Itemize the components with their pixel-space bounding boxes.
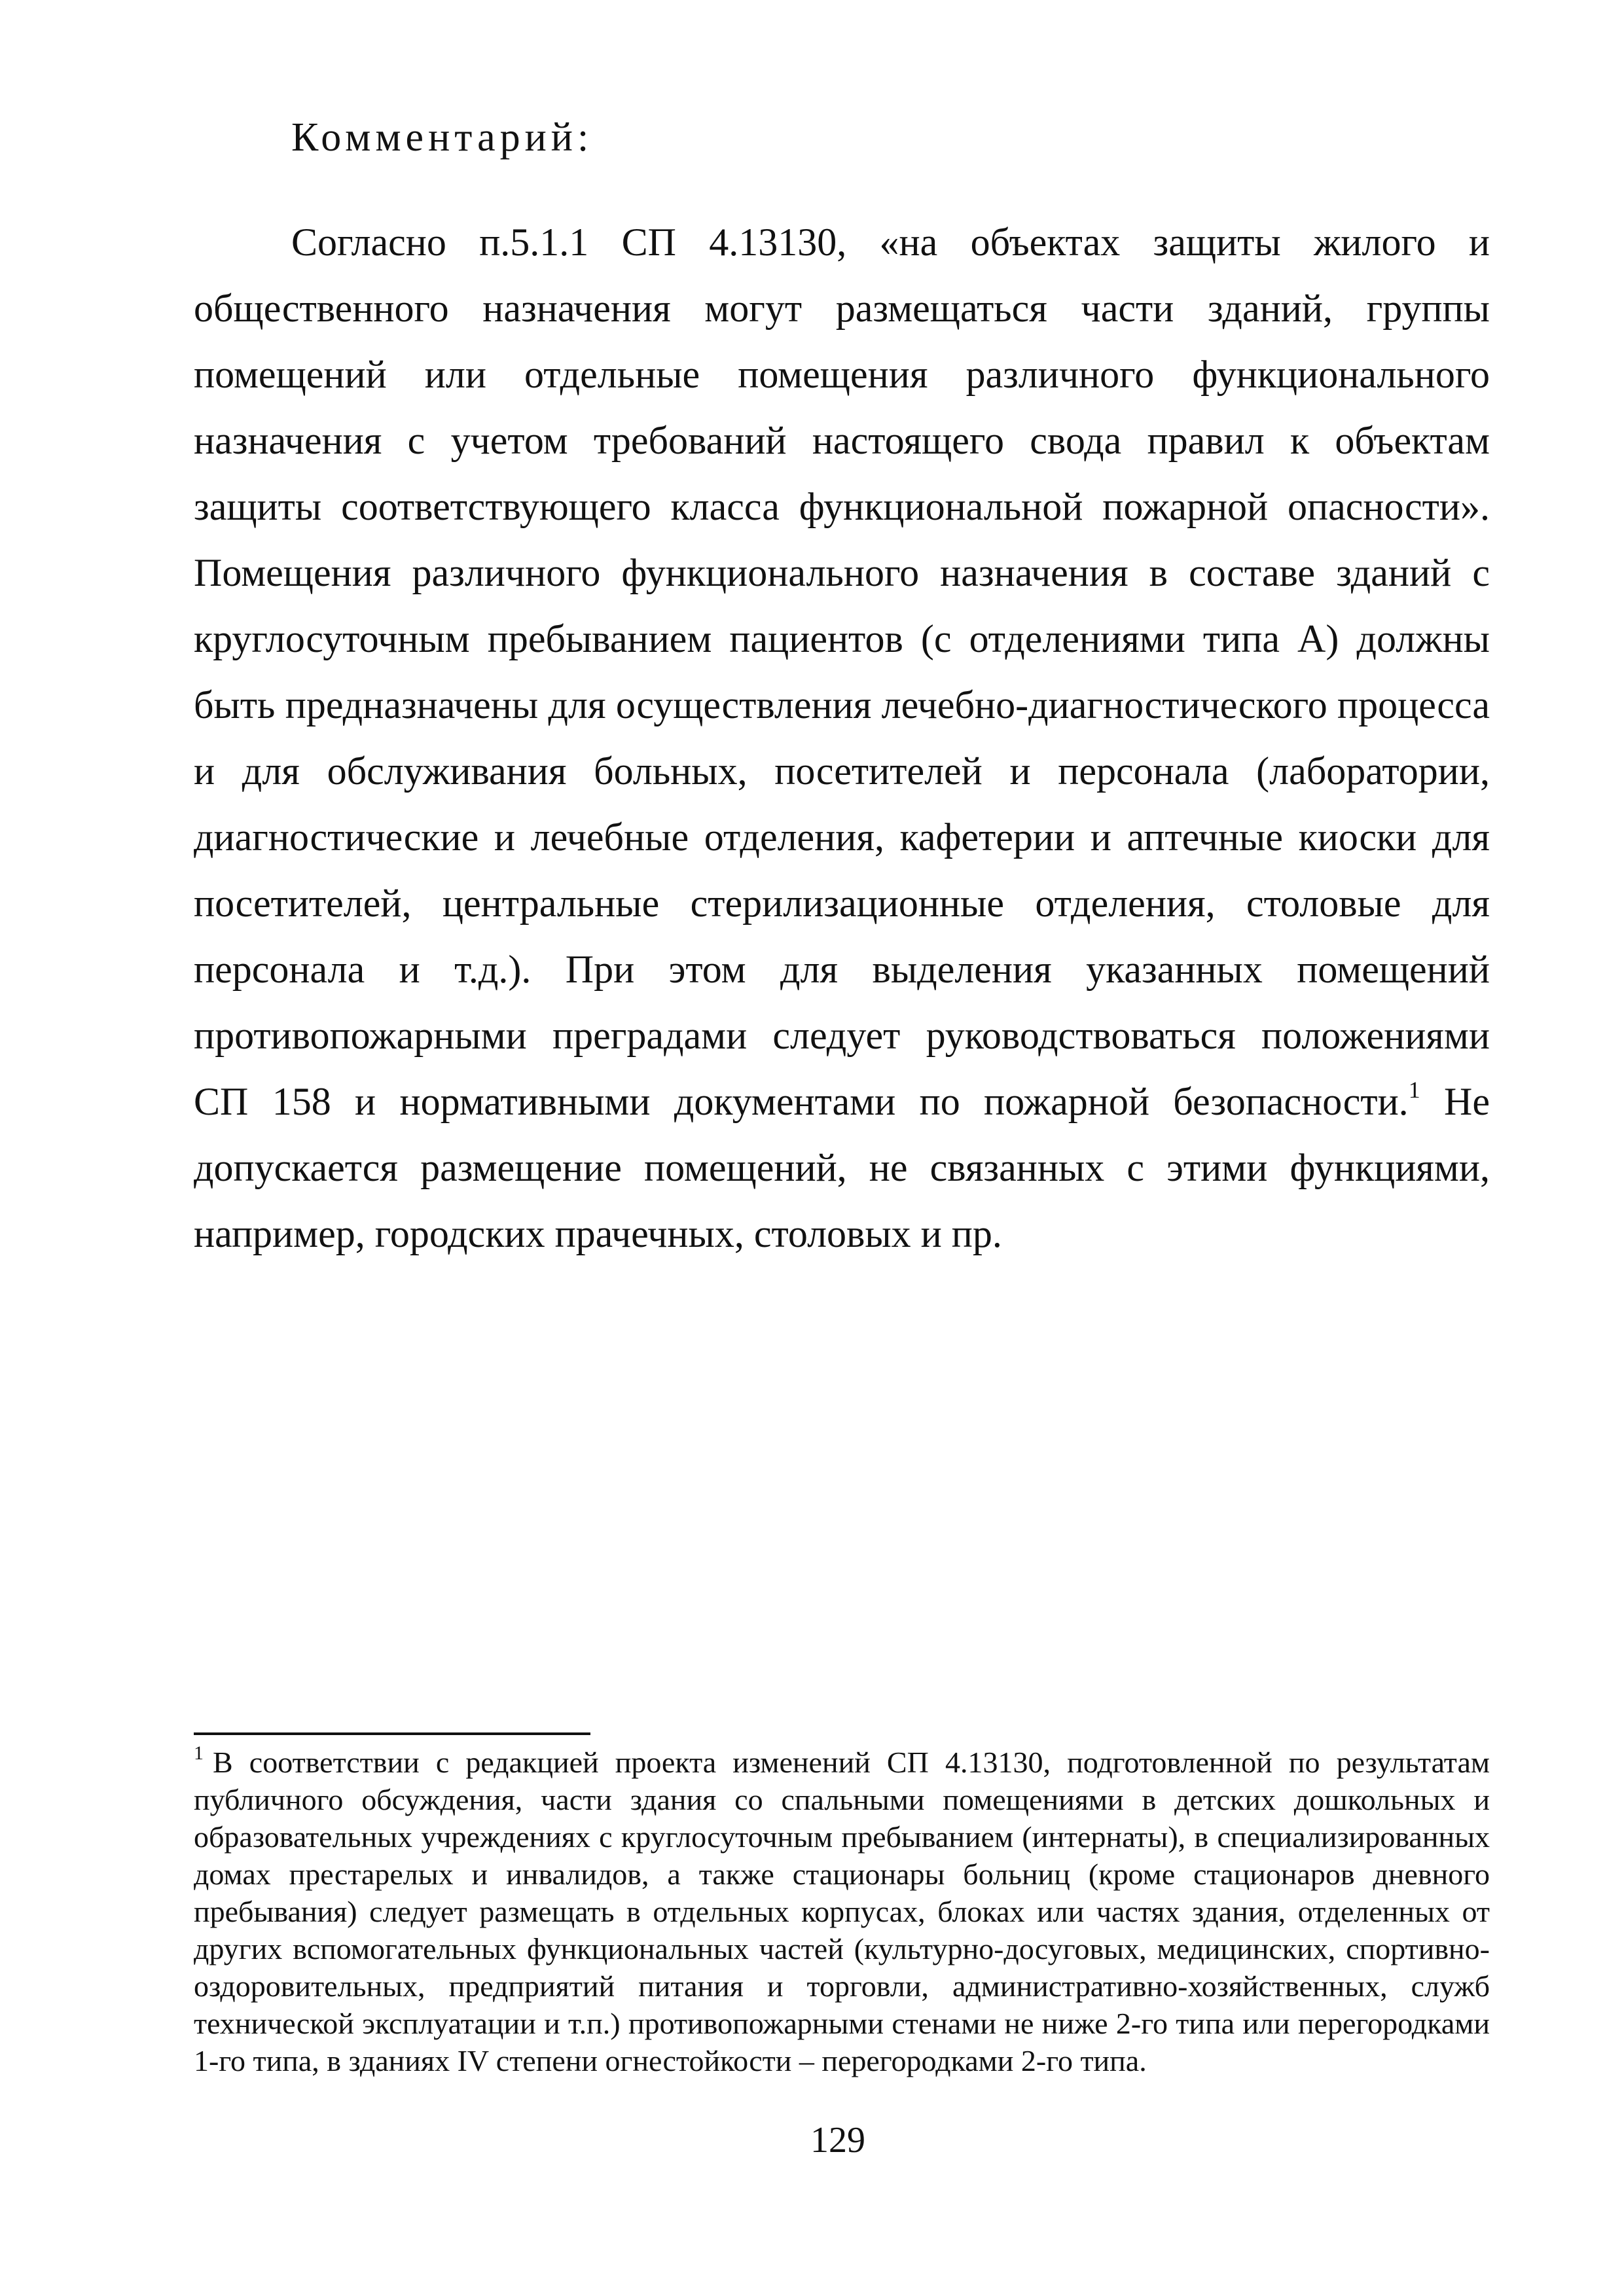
footnote bbox=[194, 1744, 1490, 2079]
footnote-text: В соответствии с редакцией проекта изменений СП 4.13130, подготовленной по результатам публичного обсуждения, части здания со спальными помещениями в детских дошкольных и образовательных учреждениях с круглосуточным пребыванием (интернаты), в специализированных домах престарелых и инвалидов, а также стационары больниц (кроме стационаров дневного пребывания) следует размещать в отдельных корпусах, блоках или частях здания, отделенных от других вспомогательных функциональных частей (культурно-досуговых, медицинских, спортивно-оздоровительных, предприятий питания и торговли, административно-хозяйственных, служб технической эксплуатации и т.п.) противопожарными стенами не ниже 2-го типа или перегородками 1-го типа, в зданиях IV степени огнестойкости – перегородками 2-го типа. bbox=[194, 1746, 1490, 2077]
comment-heading: Комментарий: bbox=[291, 115, 594, 160]
footnote-separator bbox=[194, 1732, 590, 1735]
paragraph-text-continued: Не допускается размещение помещений, не связанных с этими функциями, например, городских прачечных, столовых и пр. bbox=[194, 1080, 1490, 1255]
body-paragraph bbox=[194, 209, 1490, 1267]
footnote-reference[interactable]: 1 bbox=[1408, 1077, 1420, 1103]
paragraph-text: Согласно п.5.1.1 СП 4.13130, «на объектах защиты жилого и общественного назначения могут размещаться части зданий, группы помещений или отдельные помещения различного функционального назначения с учетом требований настоящего свода правил к объектам защиты соответствующего класса функциональной пожарной опасности». Помещения различного функционального назначения в составе зданий с круглосуточным пребыванием пациентов (с отделениями типа А) должны быть предназначены для осуществления лечебно-диагностического процесса и для обслуживания больных, посетителей и персонала (лаборатории, диагностические и лечебные отделения, кафетерии и аптечные киоски для посетителей, центральные стерилизационные отделения, столовые для персонала и т.д.). При этом для выделения указанных помещений противопожарными преградами следует руководствоваться положениями СП 158 и нормативными документами по пожарной безопасности. bbox=[194, 221, 1490, 1123]
page-number: 129 bbox=[810, 2120, 865, 2161]
footnote-marker: 1 bbox=[194, 1742, 204, 1764]
